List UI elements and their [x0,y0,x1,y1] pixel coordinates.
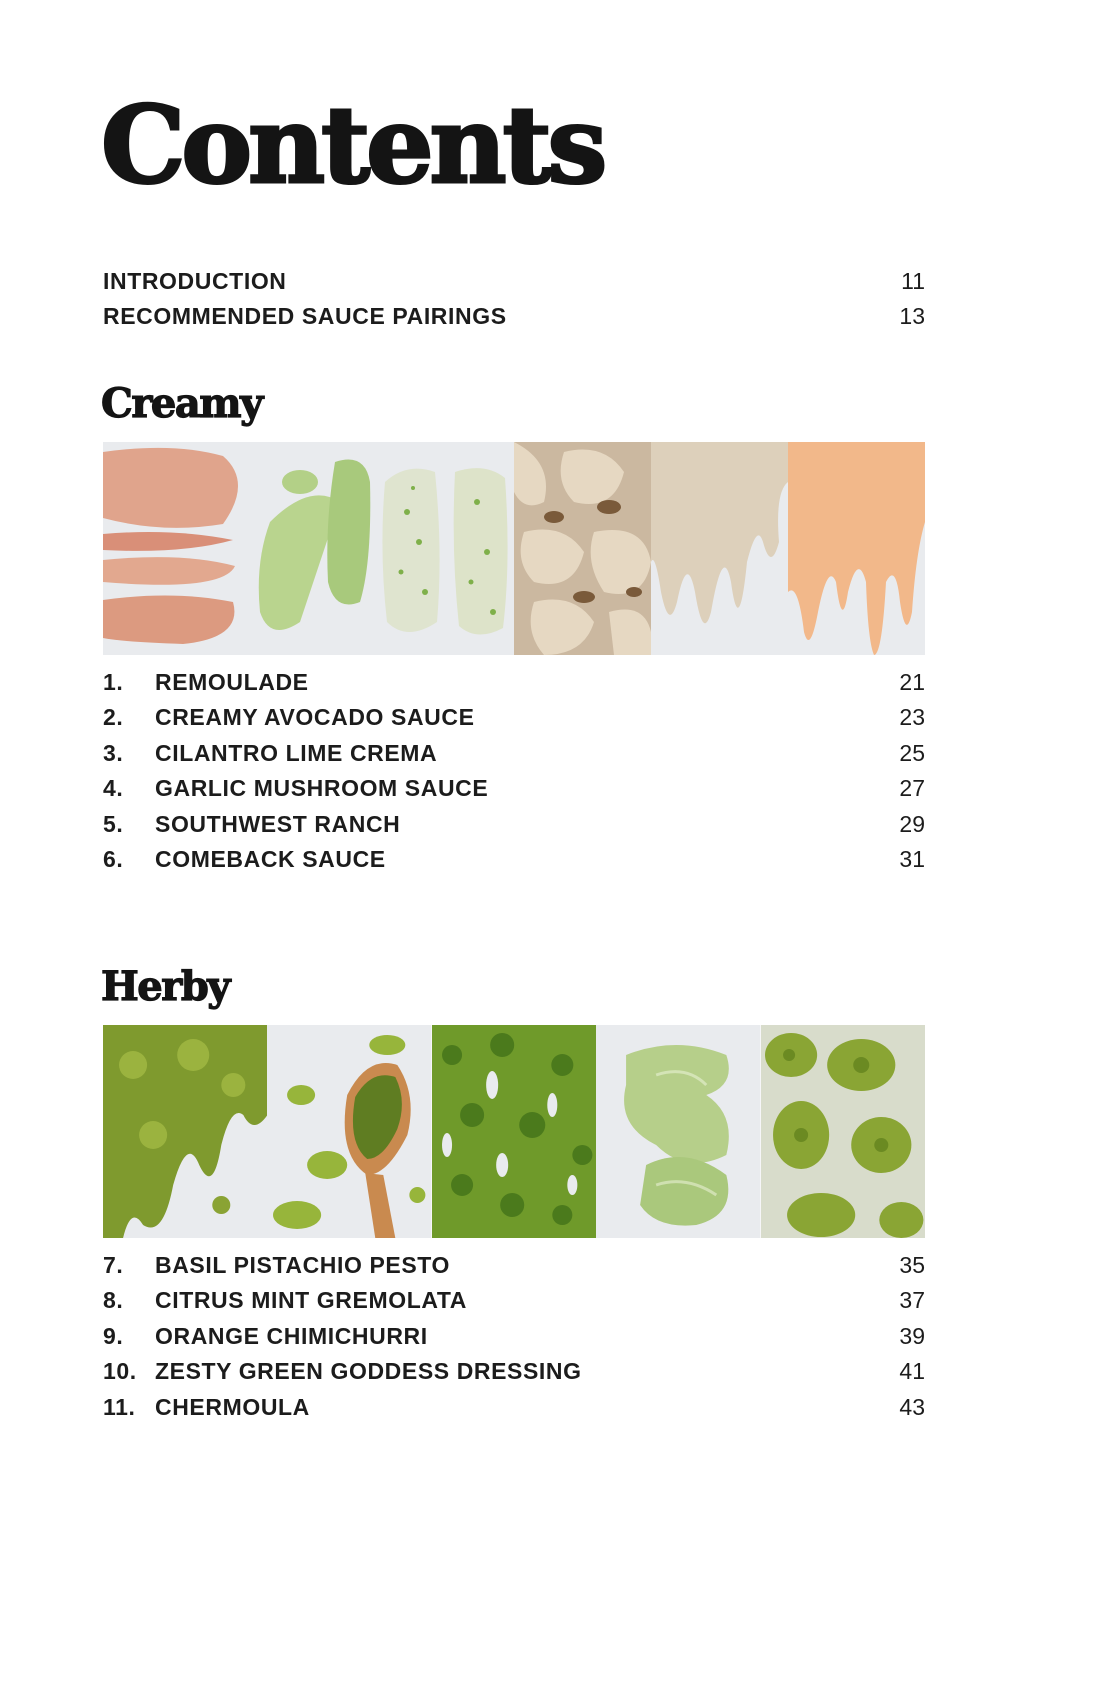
toc-entry-11[interactable] [103,1392,925,1422]
toc-entry-page: 25 [899,739,925,766]
toc-entry-7[interactable] [103,1250,925,1280]
gremolata-swatch [432,1025,596,1238]
toc-entry-number: 10. [103,1357,137,1384]
toc-entry-label: CITRUS MINT GREMOLATA [155,1286,467,1313]
toc-entry-3[interactable] [103,738,925,768]
toc-entry-6[interactable] [103,844,925,874]
toc-entry-page: 35 [899,1251,925,1278]
toc-entry-number: 8. [103,1286,124,1313]
toc-entry-number: 9. [103,1322,124,1349]
toc-entry-label: ORANGE CHIMICHURRI [155,1322,428,1349]
toc-entry-page: 23 [899,703,925,730]
toc-entry-number: 3. [103,739,124,766]
toc-entry-page: 37 [899,1286,925,1313]
toc-entry-page: 39 [899,1322,925,1349]
ranch-drip-swatch [651,442,788,655]
toc-entry-label: CREAMY AVOCADO SAUCE [155,703,475,730]
chermoula-swatch [761,1025,925,1238]
lime-crema-swatch [377,442,514,655]
toc-entry-2[interactable] [103,702,925,732]
toc-entry-label: CHERMOULA [155,1393,310,1420]
toc-entry-number: 1. [103,668,124,695]
toc-entry-label: CILANTRO LIME CREMA [155,739,438,766]
toc-entry-10[interactable] [103,1356,925,1386]
herby-photo-strip [103,1025,925,1238]
toc-entry-number: 11. [103,1393,136,1420]
toc-entry-label: ZESTY GREEN GODDESS DRESSING [155,1357,582,1384]
toc-entry-page: 41 [899,1357,925,1384]
section-title-creamy: Creamy [101,380,262,427]
pesto-spoon-swatch [267,1025,431,1238]
toc-entry-label: SOUTHWEST RANCH [155,810,401,837]
toc-entry-number: 7. [103,1251,124,1278]
toc-entry-page: 13 [899,302,925,329]
toc-entry-8[interactable] [103,1285,925,1315]
toc-entry-label: COMEBACK SAUCE [155,845,386,872]
toc-entry-page: 11 [901,267,925,294]
toc-entry-page: 21 [899,668,925,695]
green-goddess-swatch [596,1025,760,1238]
toc-entry-number: 4. [103,774,124,801]
pesto-drip-swatch [103,1025,267,1238]
toc-entry-sauce-pairings[interactable] [103,301,925,331]
toc-entry-introduction[interactable] [103,266,925,296]
toc-entry-page: 31 [899,845,925,872]
toc-entry-label: RECOMMENDED SAUCE PAIRINGS [103,302,507,329]
toc-entry-page: 43 [899,1393,925,1420]
toc-entry-1[interactable] [103,667,925,697]
toc-entry-label: GARLIC MUSHROOM SAUCE [155,774,489,801]
toc-entry-page: 29 [899,810,925,837]
remoulade-swatch [103,442,240,655]
toc-entry-9[interactable] [103,1321,925,1351]
toc-entry-number: 2. [103,703,124,730]
toc-entry-label: REMOULADE [155,668,309,695]
mushroom-sauce-swatch [514,442,651,655]
toc-entry-5[interactable] [103,809,925,839]
toc-entry-number: 6. [103,845,124,872]
avocado-sauce-swatch [240,442,377,655]
comeback-sauce-drip-swatch [788,442,925,655]
creamy-photo-strip [103,442,925,655]
toc-entry-page: 27 [899,774,925,801]
toc-entry-label: BASIL PISTACHIO PESTO [155,1251,451,1278]
toc-entry-label: INTRODUCTION [103,267,287,294]
page-title: Contents [101,82,604,207]
section-title-herby: Herby [101,963,230,1010]
toc-entry-4[interactable] [103,773,925,803]
toc-entry-number: 5. [103,810,124,837]
